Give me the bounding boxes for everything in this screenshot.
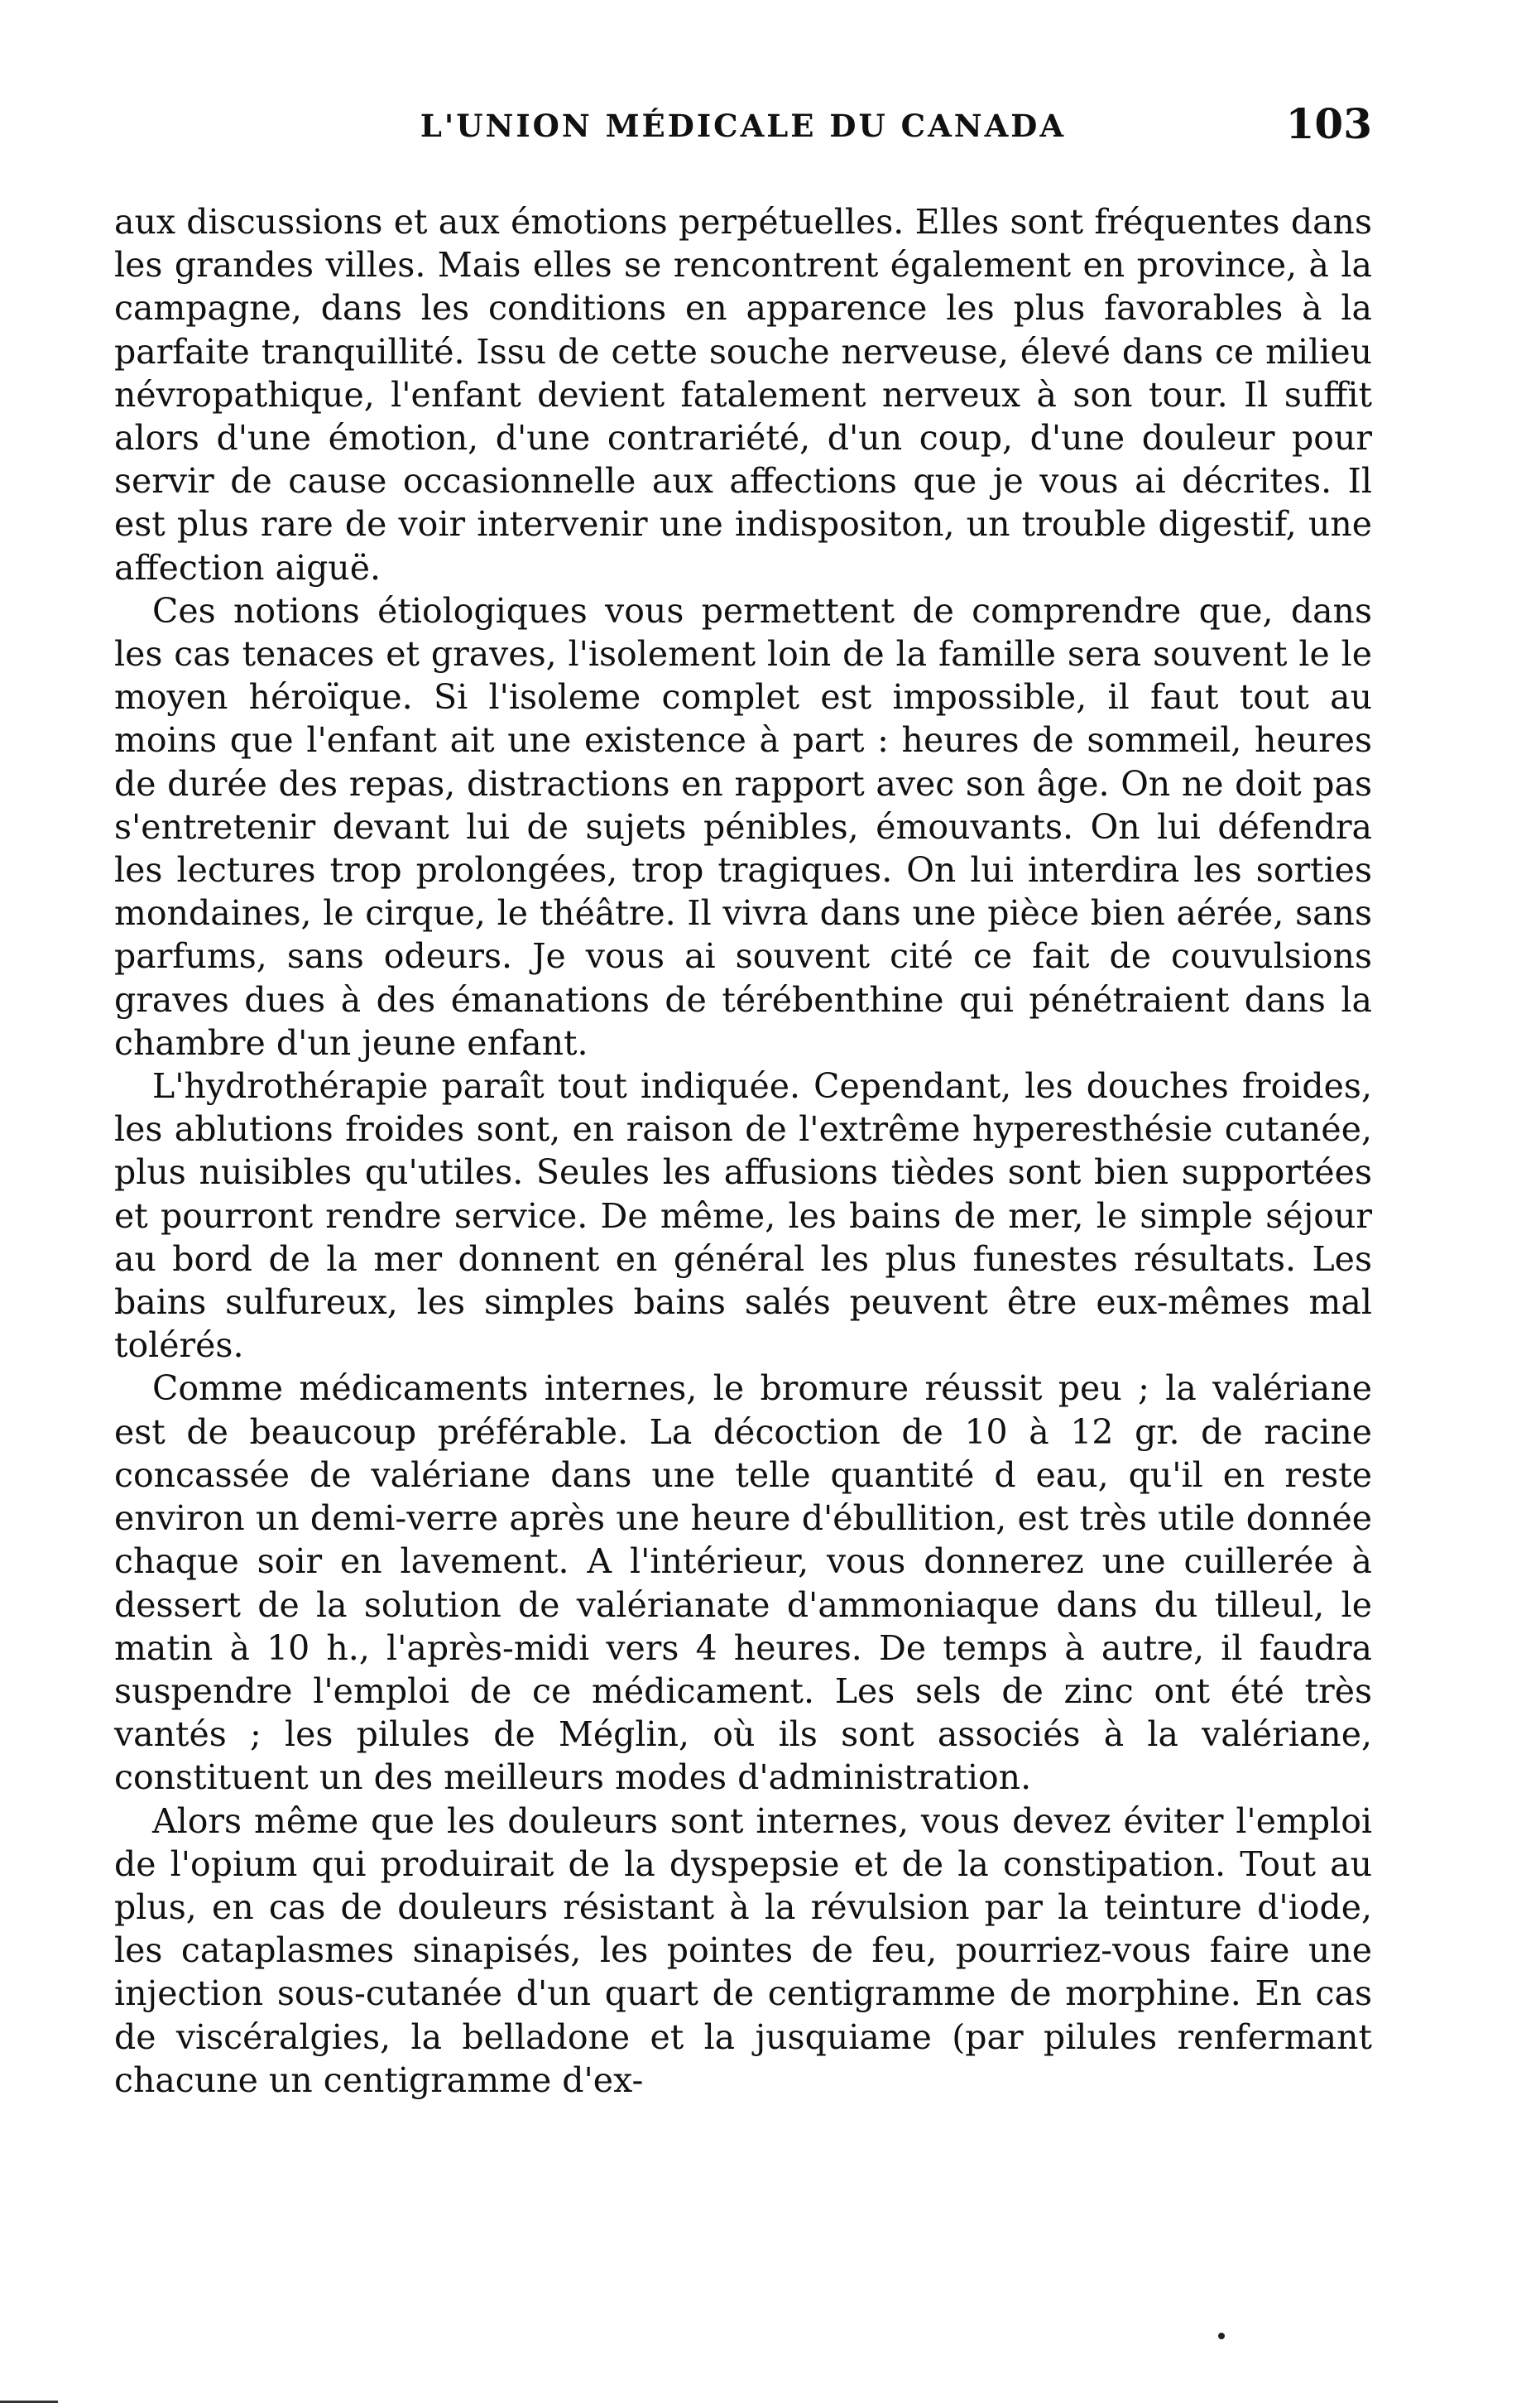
ink-speck [1218,2333,1225,2339]
paragraph-1: aux discussions et aux émotions perpétuelles. Elles sont fréquentes dans les grandes villes. Mais elles se rencontrent également en province, à la campagne, dans les conditions en apparence les plus favorables à la parfaite tranquillité. Issu de cette souche nerveuse, élevé dans ce milieu névropathique, l'enfant devient fatalement nerveux à son tour. Il suffit alors d'une émotion, d'une contrariété, d'un coup, d'une douleur pour servir de cause occasionnelle aux affections que je vous ai décrites. Il est plus rare de voir intervenir une indispositon, un trouble digestif, une affection aiguë. [114,202,1372,588]
page-edge-mark [0,2401,58,2403]
running-head [114,91,1372,157]
paragraph-5: Alors même que les douleurs sont internes, vous devez éviter l'emploi de l'opium qui produirait de la dyspepsie et de la constipation. Tout au plus, en cas de douleurs résistant à la révulsion par la teinture d'iode, les cataplasmes sinapisés, les pointes de feu, pourriez-vous faire une injection sous-cutanée d'un quart de centigramme de morphine. En cas de viscéralgies, la belladone et la jusquiame (par pilules renfermant chacune un centigramme d'ex- [114,1800,1372,2100]
paragraph-2: Ces notions étiologiques vous permettent de comprendre que, dans les cas tenaces et graves, l'isolement loin de la famille sera souvent le le moyen héroïque. Si l'isoleme complet est impossible, il faut tout au moins que l'enfant ait une existence à part : heures de sommeil, heures de durée des repas, distractions en rapport avec son âge. On ne doit pas s'entretenir devant lui de sujets pénibles, émouvants. On lui défendra les lectures trop prolongées, trop tragiques. On lui interdira les sorties mondaines, le cirque, le théâtre. Il vivra dans une pièce bien aérée, sans parfums, sans odeurs. Je vous ai souvent cité ce fait de couvulsions graves dues à des émanations de térébenthine qui pénétraient dans la chambre d'un jeune enfant. [114,590,1372,1063]
body-text [114,200,1372,2102]
paragraph-3: L'hydrothérapie paraît tout indiquée. Cependant, les douches froides, les ablutions froides sont, en raison de l'extrême hyperesthésie cutanée, plus nuisibles qu'utiles. Seules les affusions tièdes sont bien supportées et pourront rendre service. De même, les bains de mer, le simple séjour au bord de la mer donnent en général les plus funestes résultats. Les bains sulfureux, les simples bains salés peuvent être eux-mêmes mal tolérés. [114,1066,1372,1366]
page [114,91,1372,2102]
running-title: L'UNION MÉDICALE DU CANADA [420,108,1067,144]
paragraph-4: Comme médicaments internes, le bromure réussit peu ; la valériane est de beaucoup préférable. La décoction de 10 à 12 gr. de racine concassée de valériane dans une telle quantité d eau, qu'il en reste environ un demi-verre après une heure d'ébullition, est très utile donnée chaque soir en lavement. A l'intérieur, vous donnerez une cuillerée à dessert de la solution de valérianate d'ammoniaque dans du tilleul, le matin à 10 h., l'après-midi vers 4 heures. De temps à autre, il faudra suspendre l'emploi de ce médicament. Les sels de zinc ont été très vantés ; les pilules de Méglin, où ils sont associés à la valériane, constituent un des meilleurs modes d'administration. [114,1368,1372,1798]
page-number: 103 [1285,99,1372,148]
